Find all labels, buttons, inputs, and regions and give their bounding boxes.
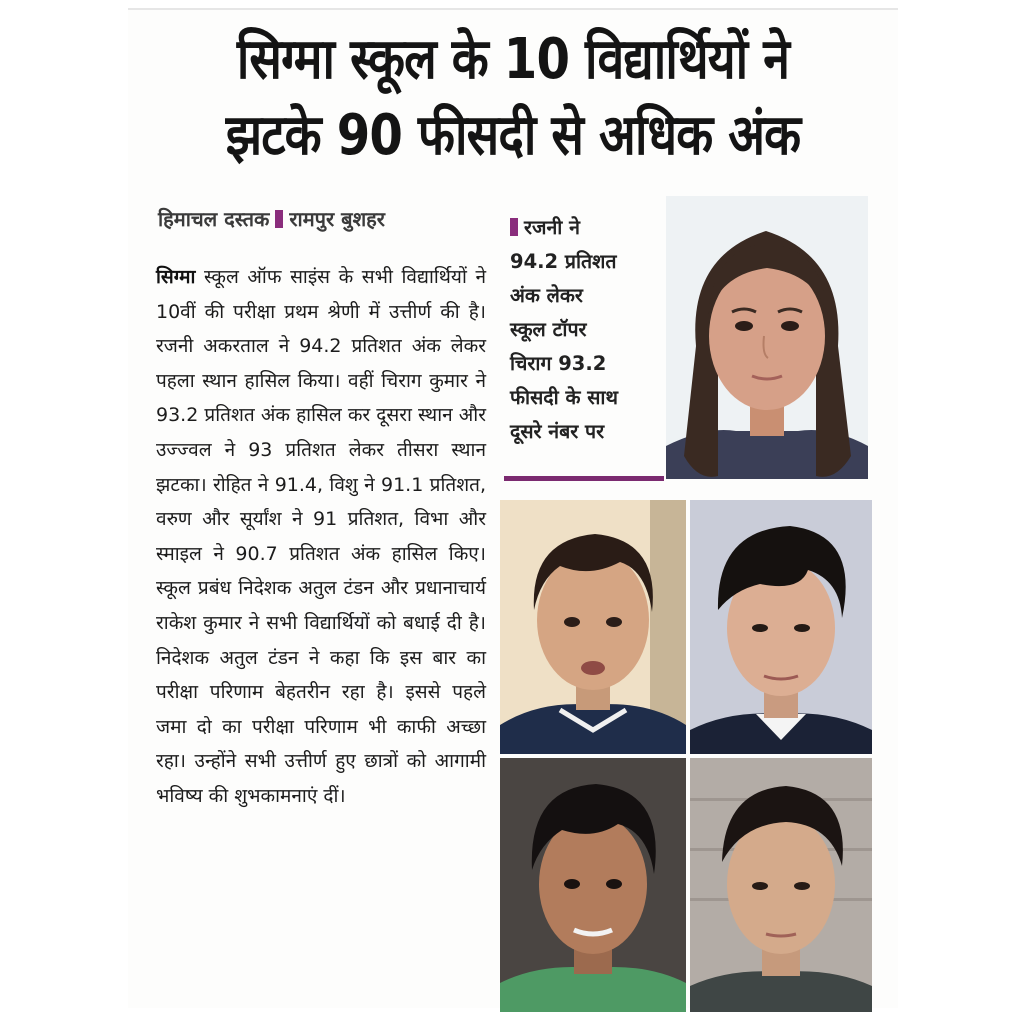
byline-location: रामपुर बुशहर — [289, 207, 385, 231]
photo-student-2 — [690, 500, 872, 754]
pull-quote-line: चिराग 93.2 — [510, 352, 607, 375]
byline — [158, 205, 503, 232]
headline-line-1: सिग्मा स्कूल के 10 विद्यार्थियों ने — [236, 27, 790, 92]
headline — [182, 22, 844, 174]
photo-student-3 — [500, 758, 686, 1012]
pull-quote-marker — [510, 218, 518, 236]
headline-line-2: झटके 90 फीसदी से अधिक अंक — [225, 103, 801, 168]
article-lead-word: सिग्मा — [156, 266, 196, 288]
photo-student-1 — [500, 500, 686, 754]
top-rule — [128, 8, 898, 10]
news-clipping — [128, 8, 898, 1008]
pull-quote-line: रजनी ने — [510, 211, 660, 245]
pull-quote-underline — [504, 476, 664, 481]
pull-quote-line: दूसरे नंबर पर — [510, 420, 605, 443]
photo-student-4 — [690, 758, 872, 1012]
pull-quote-line: स्कूल टॉपर — [510, 318, 587, 341]
byline-separator — [275, 210, 283, 228]
article-body — [156, 260, 486, 814]
byline-publication: हिमाचल दस्तक — [158, 207, 270, 231]
pull-quote-line: फीसदी के साथ — [510, 386, 618, 409]
pull-quote-line: 94.2 प्रतिशत — [510, 250, 617, 273]
article-text: स्कूल ऑफ साइंस के सभी विद्यार्थियों ने 10वीं की परीक्षा प्रथम श्रेणी में उत्तीर्ण की है। रजनी अकरताल ने 94.2 प्रतिशत अंक लेकर पहला स्थान हासिल किया। वहीं चिराग कुमार ने 93.2 प्रतिशत अंक हासिल कर दूसरा स्थान और उज्ज्वल ने 93 प्रतिशत लेकर तीसरा स्थान झटका। रोहित ने 91.4, विशु ने 91.1 प्रतिशत, वरुण और सूर्यांश ने 91 प्रतिशत, विभा और स्माइल ने 90.7 प्रतिशत अंक हासिल किए। स्कूल प्रबंध निदेशक अतुल टंडन और प्रधानाचार्य राकेश कुमार ने सभी विद्यार्थियों को बधाई दी है। निदेशक अतुल टंडन ने कहा कि इस बार का परीक्षा परिणाम बेहतरीन रहा है। इससे पहले जमा दो का परीक्षा परिणाम भी काफी अच्छा रहा। उन्होंने सभी उत्तीर्ण हुए छात्रों को आगामी भविष्य की शुभकामनाएं दीं। — [156, 266, 486, 807]
photo-rajni — [666, 196, 868, 479]
pull-quote-line: अंक लेकर — [510, 284, 583, 307]
pull-quote — [510, 211, 660, 449]
